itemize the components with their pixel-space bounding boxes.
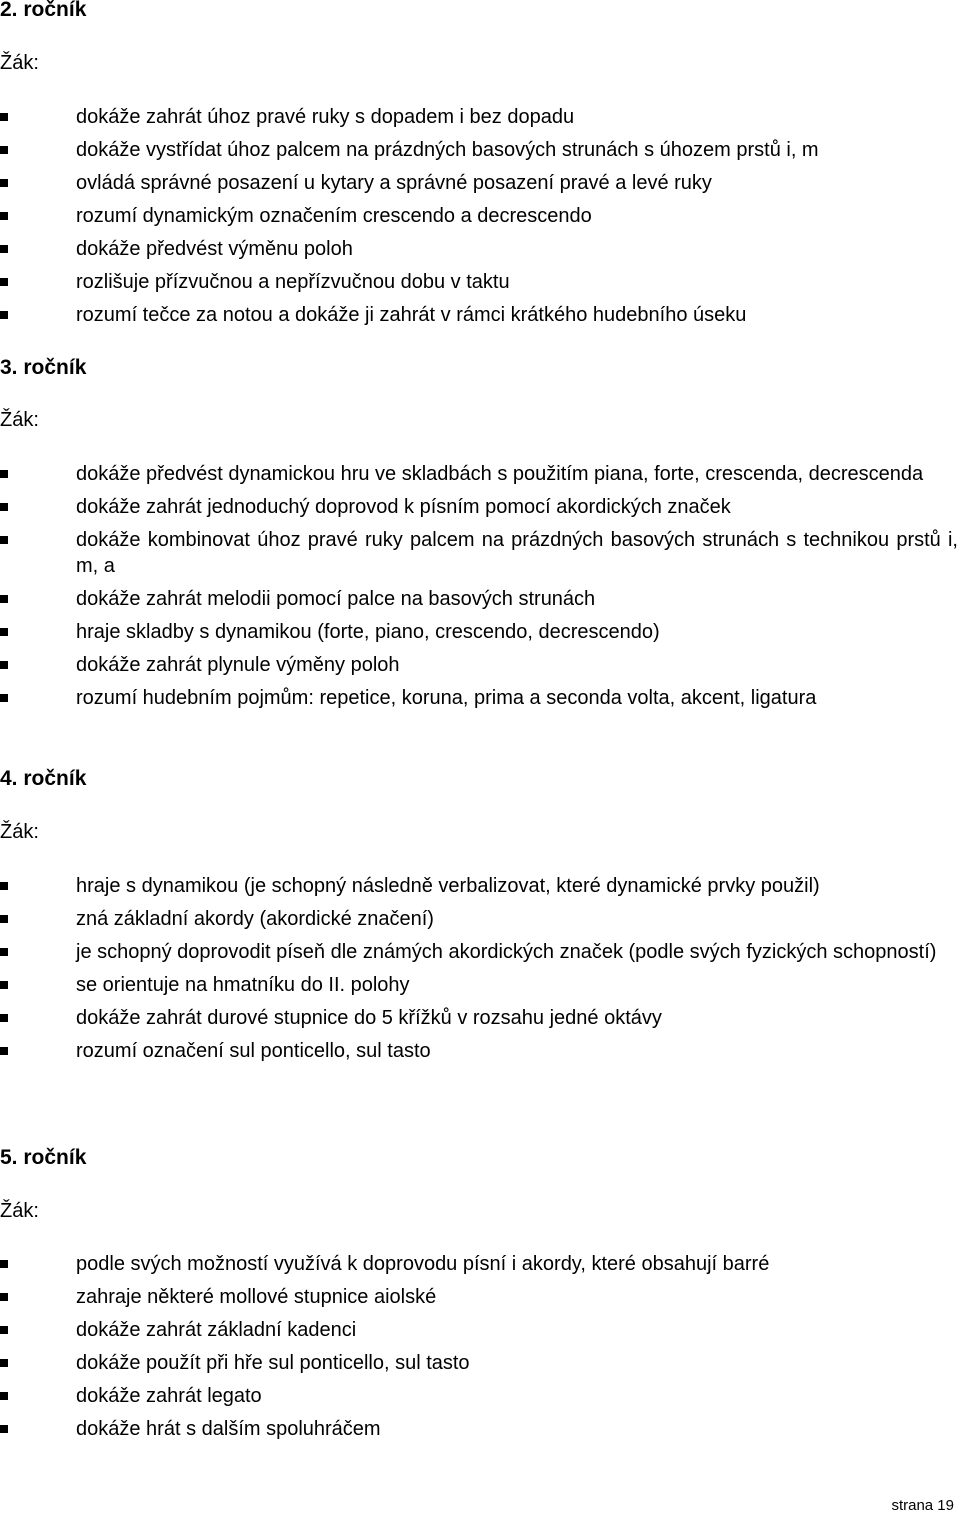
square-bullet-icon (0, 1359, 8, 1367)
list-item: se orientuje na hmatníku do II. polohy (0, 972, 958, 998)
square-bullet-icon (0, 311, 8, 319)
square-bullet-icon (0, 981, 8, 989)
square-bullet-icon (0, 1047, 8, 1055)
list-item: rozumí hudebním pojmům: repetice, koruna, prima a seconda volta, akcent, ligatura (0, 685, 958, 711)
pupil-label: Žák: (0, 821, 39, 843)
list-item: dokáže hrát s dalším spoluhráčem (0, 1416, 958, 1442)
square-bullet-icon (0, 595, 8, 603)
list-item: dokáže zahrát durové stupnice do 5 křížků v rozsahu jedné oktávy (0, 1005, 958, 1031)
square-bullet-icon (0, 113, 8, 121)
list-item: dokáže použít při hře sul ponticello, sul tasto (0, 1350, 958, 1376)
skills-list-grade-4 (0, 873, 958, 1064)
list-item: dokáže předvést výměnu poloh (0, 236, 958, 262)
list-item: zná základní akordy (akordické značení) (0, 906, 958, 932)
list-item: rozumí tečce za notou a dokáže ji zahrát v rámci krátkého hudebního úseku (0, 302, 958, 328)
pupil-label: Žák: (0, 52, 39, 74)
list-item: dokáže zahrát základní kadenci (0, 1317, 958, 1343)
list-item: dokáže zahrát jednoduchý doprovod k písním pomocí akordických značek (0, 494, 958, 520)
square-bullet-icon (0, 536, 8, 544)
list-item: dokáže kombinovat úhoz pravé ruky palcem na prázdných basových strunách s technikou prstů i, m, a (0, 527, 958, 579)
square-bullet-icon (0, 179, 8, 187)
square-bullet-icon (0, 1326, 8, 1334)
list-item: rozlišuje přízvučnou a nepřízvučnou dobu v taktu (0, 269, 958, 295)
section-heading-grade-5: 5. ročník (0, 1146, 87, 1169)
list-item: hraje skladby s dynamikou (forte, piano, crescendo, decrescendo) (0, 619, 958, 645)
square-bullet-icon (0, 628, 8, 636)
list-item: podle svých možností využívá k doprovodu písní i akordy, které obsahují barré (0, 1251, 958, 1277)
square-bullet-icon (0, 882, 8, 890)
list-item: ovládá správné posazení u kytary a správné posazení pravé a levé ruky (0, 170, 958, 196)
list-item: rozumí dynamickým označením crescendo a decrescendo (0, 203, 958, 229)
page-number: strana 19 (891, 1497, 954, 1514)
list-item: dokáže předvést dynamickou hru ve skladbách s použitím piana, forte, crescenda, decrescenda (0, 461, 958, 487)
list-item: zahraje některé mollové stupnice aiolské (0, 1284, 958, 1310)
square-bullet-icon (0, 694, 8, 702)
square-bullet-icon (0, 1014, 8, 1022)
skills-list-grade-5 (0, 1251, 958, 1442)
section-heading-grade-2: 2. ročník (0, 0, 87, 21)
list-item: dokáže zahrát plynule výměny poloh (0, 652, 958, 678)
list-item: dokáže zahrát legato (0, 1383, 958, 1409)
square-bullet-icon (0, 1425, 8, 1433)
skills-list-grade-3 (0, 461, 958, 711)
square-bullet-icon (0, 1293, 8, 1301)
list-item: rozumí označení sul ponticello, sul tasto (0, 1038, 958, 1064)
square-bullet-icon (0, 212, 8, 220)
square-bullet-icon (0, 915, 8, 923)
list-item: dokáže vystřídat úhoz palcem na prázdných basových strunách s úhozem prstů i, m (0, 137, 958, 163)
section-heading-grade-3: 3. ročník (0, 356, 87, 379)
list-item: je schopný doprovodit píseň dle známých akordických značek (podle svých fyzických schopností) (0, 939, 958, 965)
section-heading-grade-4: 4. ročník (0, 767, 87, 790)
list-item: dokáže zahrát melodii pomocí palce na basových strunách (0, 586, 958, 612)
square-bullet-icon (0, 1260, 8, 1268)
list-item: dokáže zahrát úhoz pravé ruky s dopadem i bez dopadu (0, 104, 958, 130)
square-bullet-icon (0, 503, 8, 511)
square-bullet-icon (0, 278, 8, 286)
skills-list-grade-2 (0, 104, 958, 328)
square-bullet-icon (0, 661, 8, 669)
pupil-label: Žák: (0, 409, 39, 431)
square-bullet-icon (0, 470, 8, 478)
pupil-label: Žák: (0, 1200, 39, 1222)
square-bullet-icon (0, 146, 8, 154)
square-bullet-icon (0, 948, 8, 956)
square-bullet-icon (0, 1392, 8, 1400)
square-bullet-icon (0, 245, 8, 253)
list-item: hraje s dynamikou (je schopný následně verbalizovat, které dynamické prvky použil) (0, 873, 958, 899)
